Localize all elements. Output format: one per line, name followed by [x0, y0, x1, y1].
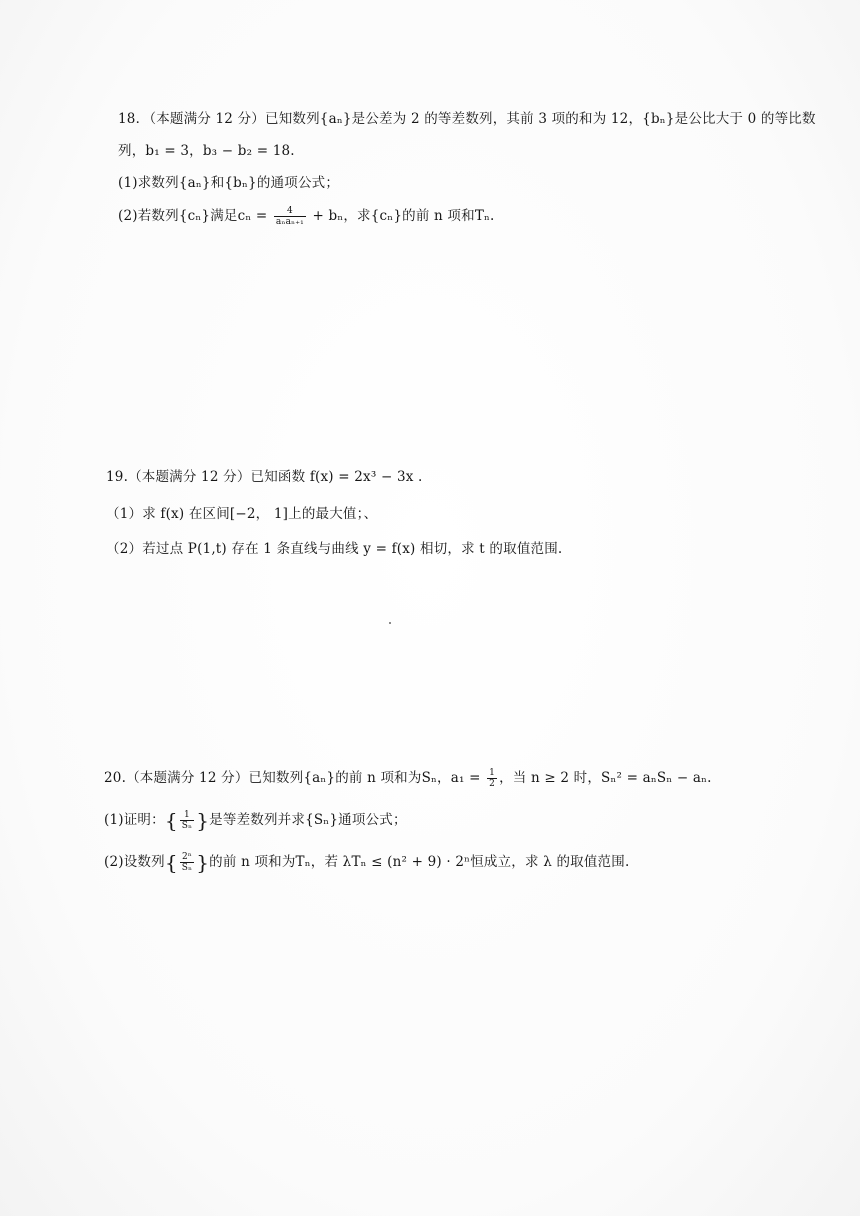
problem-20-part-2: (2)设数列{ $\frac{\text{2ⁿ}}{\text{Sₙ}}$ }的前 n 项和为Tₙ，若 λTₙ ≤ (n² + 9) · 2ⁿ恒成立，求 λ 的取值范围.	[104, 850, 630, 875]
fraction-1-over-sn: $\frac{1}{\text{Sₙ}}$	[181, 810, 193, 831]
problem-19-statement: 19.（本题满分 12 分）已知函数 f(x) = 2x³ − 3x .	[106, 469, 423, 485]
problem-20-part-1: (1)证明：{ $\frac{1}{\text{Sₙ}}$ }是等差数列并求{Sₙ}通项公式；	[104, 808, 407, 833]
scan-speck	[389, 622, 391, 624]
right-brace-icon: }	[196, 850, 210, 875]
left-brace-icon: {	[164, 808, 178, 833]
problem-18-statement-line2: 列，b₁ = 3，b₃ − b₂ = 18.	[118, 143, 295, 159]
problem-18-part-2: (2)若数列{cₙ}满足cₙ = $\frac{4}{\text{aₙaₙ₊₁}}$ + bₙ，求{cₙ}的前 n 项和Tₙ.	[118, 206, 495, 227]
fraction-one-half: $\frac{1}{2}$	[489, 768, 496, 789]
left-brace-icon: {	[164, 850, 178, 875]
problem-18-statement-line1: 18．（本题满分 12 分）已知数列{aₙ}是公差为 2 的等差数列，其前 3 项的和为 12，{bₙ}是公比大于 0 的等比数	[118, 111, 816, 127]
problem-18-part-1: (1)求数列{aₙ}和{bₙ}的通项公式；	[118, 175, 340, 191]
problem-19-part-2: （2）若过点 P(1,t) 存在 1 条直线与曲线 y = f(x) 相切，求 t 的取值范围.	[106, 541, 563, 557]
fraction-2n-over-sn: $\frac{\text{2ⁿ}}{\text{Sₙ}}$	[181, 852, 193, 873]
right-brace-icon: }	[196, 808, 210, 833]
problem-20-statement: 20.（本题满分 12 分）已知数列{aₙ}的前 n 项和为Sₙ，a₁ = $\frac{1}{2}$ ，当 n ≥ 2 时，Sₙ² = aₙSₙ − aₙ.	[104, 768, 712, 789]
fraction-4-over-anan1: $\frac{4}{\text{aₙaₙ₊₁}}$	[275, 206, 304, 227]
problem-19-part-1: （1）求 f(x) 在区间[−2， 1]上的最大值；、	[106, 506, 378, 522]
